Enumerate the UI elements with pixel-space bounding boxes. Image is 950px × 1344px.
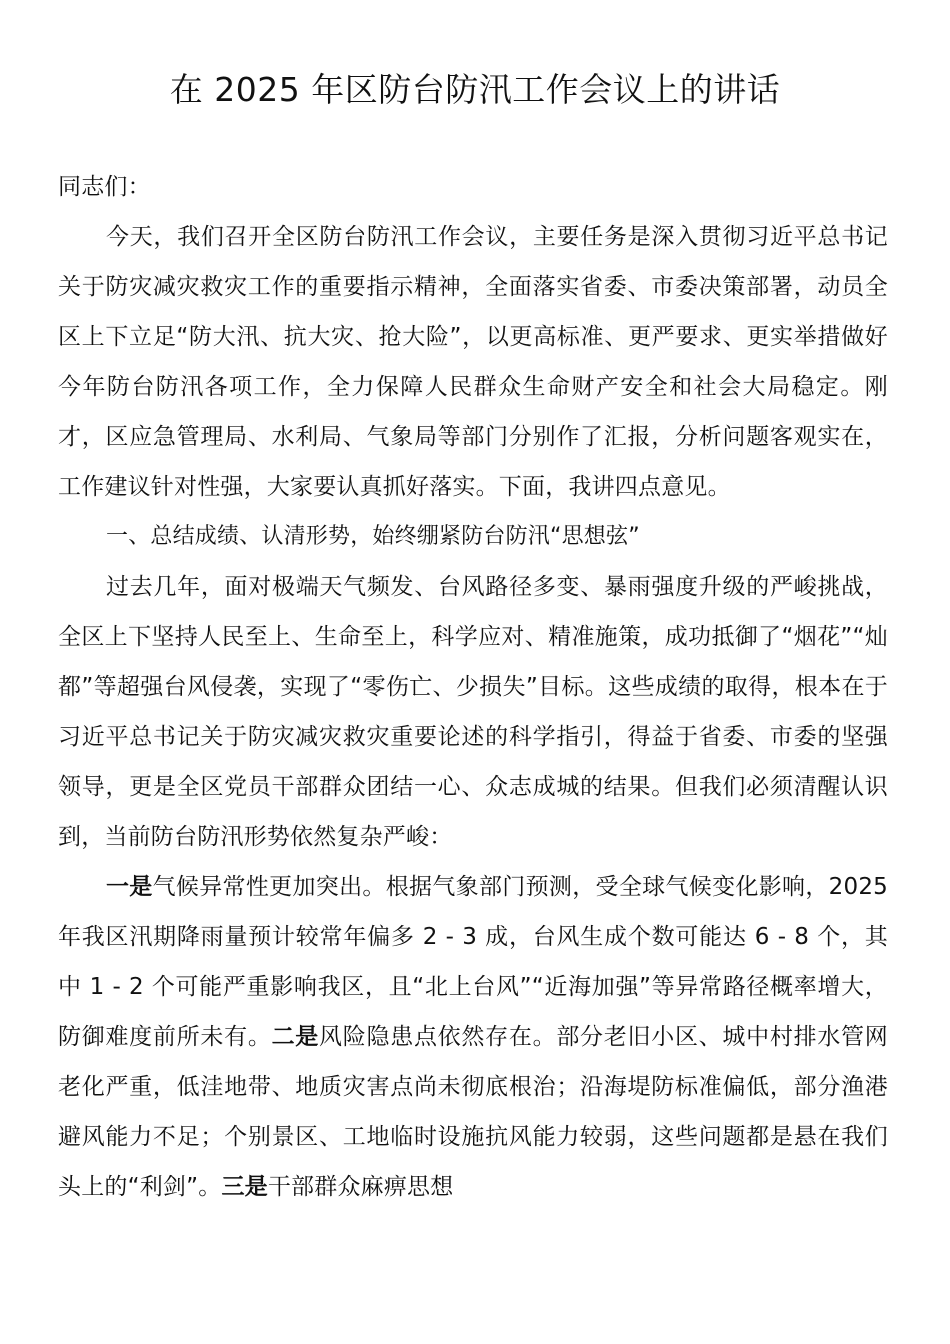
risk-points-paragraph	[58, 862, 888, 1212]
point-three-text: 干部群众麻痹思想	[267, 1174, 454, 1200]
section-heading: 一、总结成绩、认清形势，始终绷紧防台防汛“思想弦”	[106, 524, 640, 549]
salutation: 同志们：	[58, 174, 151, 200]
document-body	[58, 162, 888, 1212]
point-two-text: 风险隐患点依然存在。部分老旧小区、城中村排水管网老化严重，低洼地带、地质灾害点尚未彻底根治；沿海堤防标准偏低，部分渔港避风能力不足；个别景区、工地临时设施抗风能力较弱，这些问题都是悬在我们头上的“利剑”。	[58, 1024, 888, 1200]
intro-paragraph: 今天，我们召开全区防台防汛工作会议，主要任务是深入贯彻习近平总书记关于防灾减灾救灾工作的重要指示精神，全面落实省委、市委决策部署，动员全区上下立足“防大汛、抗大灾、抢大险”，以更高标准、更严要求、更实举措做好今年防台防汛各项工作，全力保障人民群众生命财产安全和社会大局稳定。刚才，区应急管理局、水利局、气象局等部门分别作了汇报，分析问题客观实在，工作建议针对性强，大家要认真抓好落实。下面，我讲四点意见。	[58, 224, 888, 500]
point-one-text: 气候异常性更加突出。根据气象部门预测，受全球气候变化影响，2025 年我区汛期降雨量预计较常年偏多 2 - 3 成，台风生成个数可能达 6 - 8 个，其中 1 - 2 个可能严重影响我区，且“北上台风”“近海加强”等异常路径概率增大，防御难度前所未有。	[58, 874, 888, 1050]
point-three-label: 三是	[221, 1174, 268, 1200]
section-paragraph: 过去几年，面对极端天气频发、台风路径多变、暴雨强度升级的严峻挑战，全区上下坚持人民至上、生命至上，科学应对、精准施策，成功抵御了“烟花”“灿都”等超强台风侵袭，实现了“零伤亡、少损失”目标。这些成绩的取得，根本在于习近平总书记关于防灾减灾救灾重要论述的科学指引，得益于省委、市委的坚强领导，更是全区党员干部群众团结一心、众志成城的结果。但我们必须清醒认识到，当前防台防汛形势依然复杂严峻：	[58, 574, 888, 850]
point-two-label: 二是	[271, 1024, 320, 1050]
document-title: 在 2025 年区防台防汛工作会议上的讲话	[169, 70, 781, 109]
point-one-label: 一是	[106, 874, 153, 900]
